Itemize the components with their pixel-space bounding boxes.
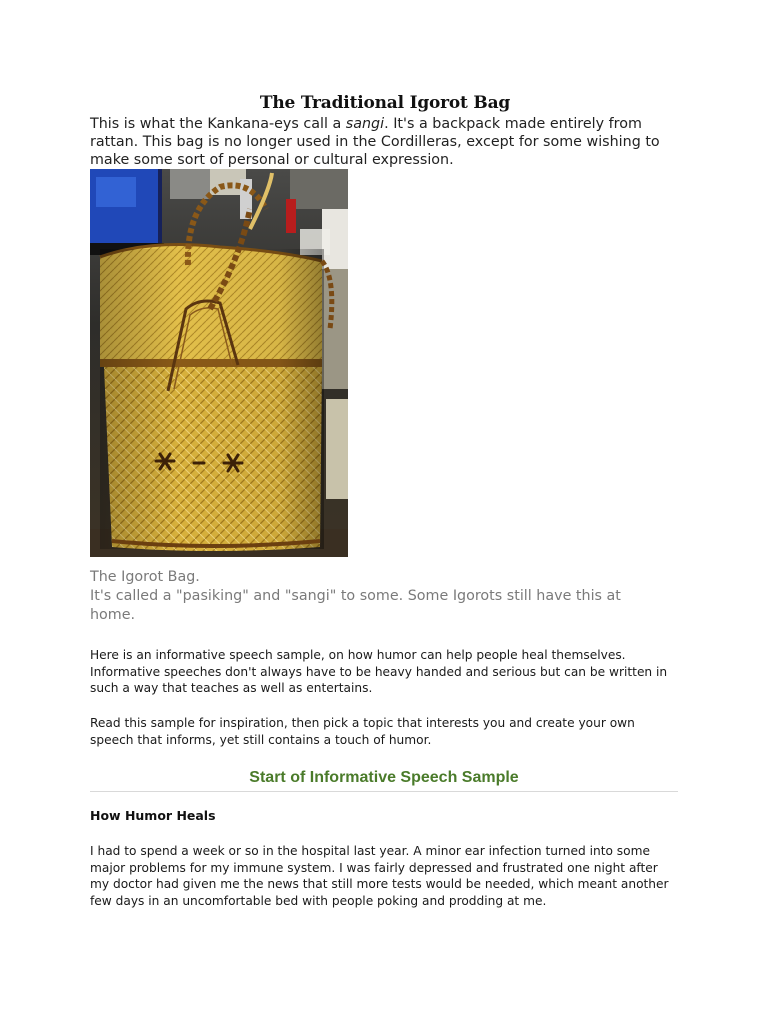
- caption-description: It's called a "pasiking" and "sangi" to some. Some Igorots still have this at home.: [90, 588, 621, 623]
- section-heading: Start of Informative Speech Sample: [90, 769, 678, 792]
- intro-speech-paragraph: Here is an informative speech sample, on how humor can help people heal themselves. Informative speeches don't always have to be heavy handed and serious but can be written in such a way that teaches as well as entertains.: [90, 648, 668, 695]
- intro-emphasis: sangi: [345, 116, 385, 132]
- page-title: The Traditional Igorot Bag: [259, 93, 511, 113]
- inspiration-paragraph: Read this sample for inspiration, then pick a topic that interests you and create your own speech that informs, yet still contains a touch of humor.: [90, 716, 635, 747]
- speech-title: How Humor Heals: [90, 808, 216, 823]
- igorot-bag-photo: [90, 169, 348, 557]
- intro-text-start: This is what the Kankana-eys call a: [90, 116, 346, 132]
- photo-caption: [90, 568, 670, 625]
- intro-text-end: . It's a backpack made entirely from rattan. This bag is no longer used in the Cordilleras, except for some wishing to make some sort of personal or cultural expression.: [90, 116, 660, 168]
- caption-title: The Igorot Bag.: [90, 569, 200, 585]
- speech-body-paragraph: I had to spend a week or so in the hospital last year. A minor ear infection turned into some major problems for my immune system. I was fairly depressed and frustrated one night after my doctor had given me the news that still more tests would be needed, which meant another few days in an uncomfortable bed with people poking and prodding at me.: [90, 844, 669, 908]
- intro-paragraph: [90, 115, 680, 169]
